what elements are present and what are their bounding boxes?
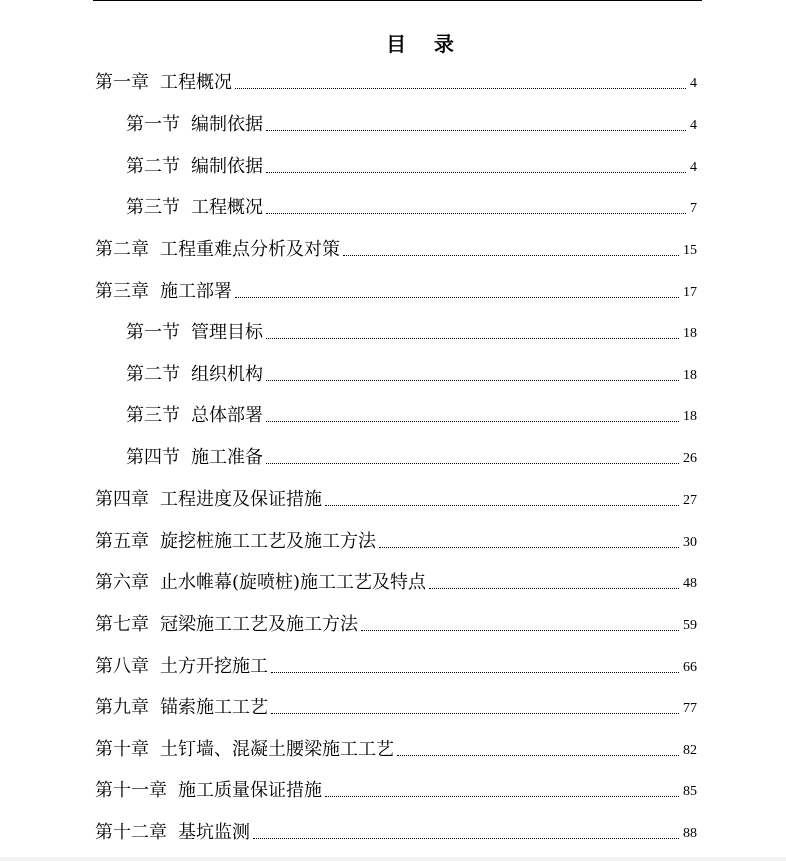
- toc-entry[interactable]: [95, 488, 697, 512]
- toc-entry[interactable]: [95, 530, 697, 554]
- toc-entry[interactable]: [95, 821, 697, 845]
- entry-number: 第七章: [95, 614, 149, 635]
- entry-number: 第十章: [95, 739, 149, 760]
- toc-entry[interactable]: [95, 71, 697, 95]
- page-number: 66: [683, 660, 697, 675]
- toc-entry[interactable]: [95, 238, 697, 262]
- entry-title: 土方开挖施工: [160, 656, 268, 677]
- entry-title: 施工质量保证措施: [178, 780, 322, 801]
- page-number: 26: [683, 451, 697, 466]
- page-number: 7: [690, 201, 697, 216]
- entry-title: 止水帷幕(旋喷桩)施工工艺及特点: [160, 572, 427, 593]
- page-number: 4: [690, 160, 697, 175]
- dot-leader: [325, 796, 679, 797]
- entry-title: 工程概况: [191, 197, 263, 218]
- page-number: 85: [683, 784, 697, 799]
- entry-title: 编制依据: [191, 114, 263, 135]
- entry-number: 第四节: [126, 447, 180, 468]
- dot-leader: [397, 755, 679, 756]
- page-number: 4: [690, 76, 697, 91]
- toc-title: 目 录: [386, 32, 454, 56]
- page-number: 18: [683, 409, 697, 424]
- dot-leader: [235, 297, 679, 298]
- entry-title: 管理目标: [191, 322, 263, 343]
- toc-entry[interactable]: [126, 446, 697, 470]
- toc-entry[interactable]: [95, 613, 697, 637]
- toc-entry[interactable]: [95, 571, 697, 595]
- entry-number: 第二节: [126, 364, 180, 385]
- entry-title: 工程进度及保证措施: [160, 489, 322, 510]
- page-number: 59: [683, 618, 697, 633]
- entry-number: 第一节: [126, 322, 180, 343]
- entry-number: 第三章: [95, 281, 149, 302]
- entry-title: 组织机构: [191, 364, 263, 385]
- dot-leader: [343, 255, 679, 256]
- page-number: 82: [683, 743, 697, 758]
- toc-entry[interactable]: [95, 779, 697, 803]
- entry-title: 工程概况: [160, 72, 232, 93]
- dot-leader: [253, 838, 679, 839]
- toc-entry[interactable]: [95, 738, 697, 762]
- entry-number: 第五章: [95, 531, 149, 552]
- entry-title: 冠梁施工工艺及施工方法: [160, 614, 358, 635]
- entry-number: 第三节: [126, 197, 180, 218]
- page-number: 48: [683, 576, 697, 591]
- dot-leader: [266, 421, 679, 422]
- dot-leader: [361, 630, 679, 631]
- page-number: 30: [683, 535, 697, 550]
- entry-title: 编制依据: [191, 156, 263, 177]
- dot-leader: [271, 713, 679, 714]
- dot-leader: [325, 505, 679, 506]
- toc-entry[interactable]: [126, 196, 697, 220]
- toc-entry[interactable]: [126, 155, 697, 179]
- page-bottom-edge: [0, 857, 786, 861]
- toc-entry[interactable]: [95, 655, 697, 679]
- toc-entry[interactable]: [126, 321, 697, 345]
- entry-title: 锚索施工工艺: [160, 697, 268, 718]
- entry-number: 第八章: [95, 656, 149, 677]
- entry-number: 第九章: [95, 697, 149, 718]
- page-number: 18: [683, 368, 697, 383]
- toc-entry[interactable]: [126, 404, 697, 428]
- page-number: 27: [683, 493, 697, 508]
- entry-number: 第十二章: [95, 822, 167, 843]
- entry-title: 旋挖桩施工工艺及施工方法: [160, 531, 376, 552]
- dot-leader: [379, 547, 679, 548]
- dot-leader: [266, 380, 679, 381]
- entry-number: 第十一章: [95, 780, 167, 801]
- entry-title: 总体部署: [191, 405, 263, 426]
- entry-number: 第六章: [95, 572, 149, 593]
- page-number: 15: [683, 243, 697, 258]
- toc-entry[interactable]: [126, 363, 697, 387]
- dot-leader: [266, 338, 679, 339]
- dot-leader: [235, 88, 686, 89]
- page-number: 17: [683, 285, 697, 300]
- entry-title: 施工准备: [191, 447, 263, 468]
- page-number: 4: [690, 118, 697, 133]
- dot-leader: [266, 213, 686, 214]
- entry-title: 土钉墙、混凝土腰梁施工工艺: [160, 739, 394, 760]
- page-number: 18: [683, 326, 697, 341]
- entry-number: 第三节: [126, 405, 180, 426]
- entry-number: 第一章: [95, 72, 149, 93]
- page-number: 77: [683, 701, 697, 716]
- entry-title: 工程重难点分析及对策: [160, 239, 340, 260]
- toc-entry[interactable]: [95, 280, 697, 304]
- dot-leader: [271, 672, 679, 673]
- dot-leader: [266, 172, 686, 173]
- entry-number: 第一节: [126, 114, 180, 135]
- entry-title: 基坑监测: [178, 822, 250, 843]
- page-number: 88: [683, 826, 697, 841]
- entry-number: 第二章: [95, 239, 149, 260]
- dot-leader: [266, 463, 679, 464]
- entry-title: 施工部署: [160, 281, 232, 302]
- toc-entry[interactable]: [126, 113, 697, 137]
- dot-leader: [266, 130, 686, 131]
- entry-number: 第二节: [126, 156, 180, 177]
- toc-entry[interactable]: [95, 696, 697, 720]
- entry-number: 第四章: [95, 489, 149, 510]
- dot-leader: [429, 588, 679, 589]
